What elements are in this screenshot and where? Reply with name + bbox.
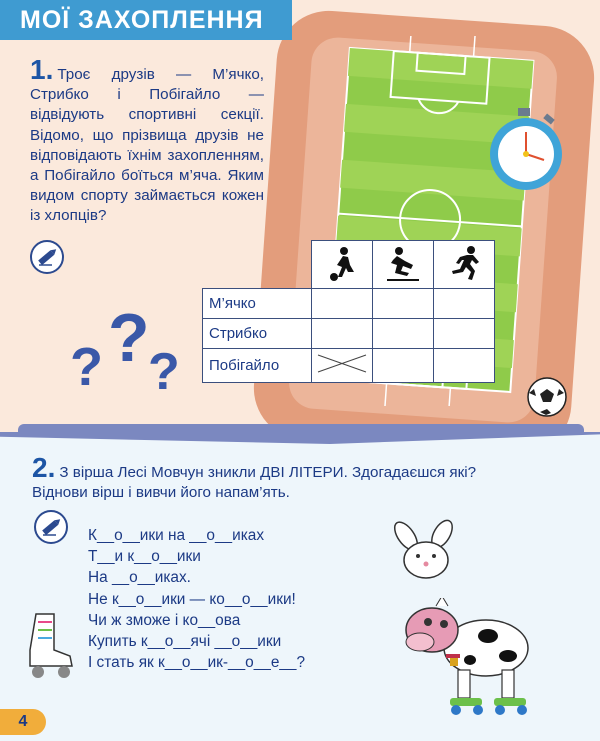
roller-skate-icon [22, 610, 78, 682]
table-cell-crossed[interactable] [312, 349, 373, 383]
task-2-line-2: Віднови вірш і вивчи його напам’ять. [32, 484, 290, 502]
row-name: Стрибко [203, 319, 312, 349]
table-cell[interactable] [373, 349, 434, 383]
task-1-number: 1. [30, 54, 54, 85]
poem [88, 525, 305, 673]
row-name: М’ячко [203, 289, 312, 319]
table-cell[interactable] [373, 319, 434, 349]
football-icon [312, 241, 373, 289]
poem-line: Чи ж зможе і ко__ова [88, 611, 241, 629]
cow-icon [398, 598, 538, 718]
table-cell[interactable] [434, 289, 495, 319]
table-row [203, 349, 495, 383]
svg-text:?: ? [108, 300, 150, 376]
svg-text:?: ? [148, 343, 180, 397]
running-icon [434, 241, 495, 289]
table-cell[interactable] [312, 319, 373, 349]
task-1-text-block [30, 54, 264, 227]
table-cell[interactable] [312, 289, 373, 319]
poem-line: Не к__о__ики — ко__о__ики! [88, 590, 296, 608]
pencil-icon [34, 510, 68, 544]
table-cell[interactable] [434, 319, 495, 349]
cross-mark-icon [312, 349, 372, 378]
poem-line: Купить к__о__ячі __о__ики [88, 633, 282, 651]
poem-line: На __о__иках. [88, 569, 191, 587]
table-row [203, 319, 495, 349]
question-marks-icon [68, 285, 184, 397]
table-cell[interactable] [373, 289, 434, 319]
pencil-icon [30, 240, 64, 274]
sport-logic-table [202, 240, 495, 383]
page-number: 4 [0, 709, 46, 735]
table-cell[interactable] [434, 349, 495, 383]
page-title: МОЇ ЗАХОПЛЕННЯ [20, 6, 264, 34]
rabbit-icon [384, 518, 466, 582]
poem-line: Т__и к__о__ики [88, 548, 201, 566]
table-row [203, 289, 495, 319]
long-jump-icon [373, 241, 434, 289]
poem-line: І стать як к__о__ик-__о__е__? [88, 654, 306, 672]
svg-text:?: ? [70, 337, 103, 397]
row-name: Побігайло [203, 349, 312, 383]
task-1-text: Троє друзів — М’ячко, Стрибко і Побігайло — відвідують спортивні секції. Відомо, що прізвища друзів не відповідають їхнім захопленням, а Побігайло боїться м’яча. Яким видом спорту займається кожен із хлопців? [30, 66, 264, 225]
poem-line: К__о__ики на __о__иках [88, 527, 265, 544]
task-2-number: 2. [32, 452, 56, 483]
task-2-line-1: З вірша Лесі Мовчун зникли ДВІ ЛІТЕРИ. Здогадаєшся які? [59, 464, 477, 481]
stopwatch-icon [488, 106, 568, 192]
task-2-text-block [32, 452, 572, 503]
football-ball-icon [526, 376, 568, 418]
